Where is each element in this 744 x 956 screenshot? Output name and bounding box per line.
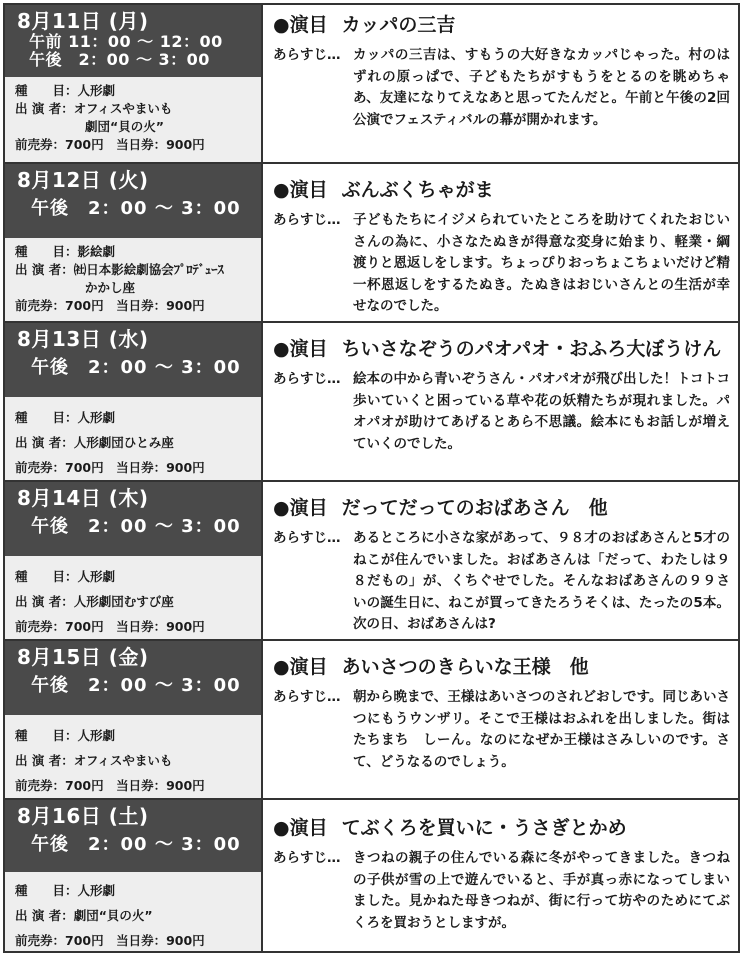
price-line: 前売券：700円 当日券：900円 (15, 933, 205, 948)
program-title: てぶくろを買いに・うさぎとかめ (341, 817, 627, 839)
price-line: 前売券：700円 当日券：900円 (15, 298, 205, 313)
program-label: ●演目 (273, 656, 328, 678)
synopsis-text: 絵本の中から青いぞうさん・パオパオが飛び出した！トコトコ歩いていくと困っている草や花の妖精たちが現れました。パオパオが助けてあげるとあら不思議。絵本にもお話しが増えていくのでした。 (353, 371, 730, 452)
event-date: 8月14日 (木) (17, 486, 149, 510)
program-title-row (273, 11, 730, 39)
genre-line: 種 目：人形劇 (15, 410, 116, 425)
date-time-header (5, 164, 261, 238)
date-time-header (5, 482, 261, 556)
date-time-header (5, 800, 261, 872)
synopsis (273, 210, 730, 318)
date-time-header (5, 5, 261, 77)
program-label: ●演目 (273, 817, 328, 839)
synopsis-text: きつねの親子の住んでいる森に冬がやってきました。きつねの子供が雪の上で遊んでいると、手が真っ赤になってしまいました。見かねた母きつねが、街に行って坊やのためにてぶくろを買おうとしますが。 (353, 850, 730, 931)
event-block (3, 162, 740, 323)
event-block (3, 639, 740, 800)
event-details (5, 715, 261, 798)
event-date: 8月12日 (火) (17, 168, 149, 192)
cast-line: かかし座 (85, 280, 136, 295)
genre-line: 種 目：人形劇 (15, 728, 116, 743)
genre-line: 種 目：人形劇 (15, 883, 116, 898)
program-title-row (273, 176, 730, 204)
genre-line: 種 目：人形劇 (15, 569, 116, 584)
synopsis-text: 朝から晩まで、王様はあいさつのされどおしです。同じあいさつにもうウンザリ。そこで王様はおふれを出しました。街はたちまち しーん。なのになぜか王様はさみしいのです。さて、どうなるのでしょう。 (353, 689, 730, 770)
event-date: 8月13日 (水) (17, 327, 149, 351)
event-block (3, 3, 740, 164)
event-block (3, 480, 740, 641)
event-info-column (5, 164, 263, 321)
synopsis (273, 848, 730, 934)
event-info-column (5, 641, 263, 798)
synopsis-label: あらすじ… (273, 850, 341, 866)
program-title-row (273, 814, 730, 842)
event-info-column (5, 5, 263, 162)
program-label: ●演目 (273, 338, 328, 360)
price-line: 前売券：700円 当日券：900円 (15, 137, 205, 152)
event-details (5, 77, 261, 162)
event-details (5, 238, 261, 321)
date-time-header (5, 641, 261, 715)
event-date: 8月15日 (金) (17, 645, 149, 669)
event-time: 午前 11：00 ～ 12：00 (29, 32, 223, 51)
event-date: 8月11日 (月) (17, 9, 149, 33)
event-details (5, 872, 261, 951)
cast-line: 出 演 者：人形劇団むすび座 (15, 594, 174, 609)
event-time: 午後 2：00 ～ 3：00 (31, 834, 241, 855)
cast-line: 出 演 者：オフィスやまいも (15, 101, 173, 116)
synopsis-label: あらすじ… (273, 530, 341, 546)
program-title-row (273, 494, 730, 522)
program-column (263, 482, 738, 639)
cast-line: 出 演 者：人形劇団ひとみ座 (15, 435, 174, 450)
program-title-row (273, 335, 730, 363)
program-title: ぶんぶくちゃがま (341, 179, 494, 201)
event-details (5, 556, 261, 639)
price-line: 前売券：700円 当日券：900円 (15, 619, 205, 634)
program-column (263, 641, 738, 798)
synopsis (273, 528, 730, 636)
event-block (3, 798, 740, 953)
program-label: ●演目 (273, 14, 328, 36)
synopsis (273, 369, 730, 455)
event-time: 午後 2：00 ～ 3：00 (31, 675, 241, 696)
cast-line: 出 演 者：オフィスやまいも (15, 753, 173, 768)
event-block (3, 321, 740, 482)
synopsis-text: カッパの三吉は、すもうの大好きなカッパじゃった。村のはずれの原っぱで、子どもたちがすもうをとるのを眺めちゃあ、友達になりてえなあと思ってたんだと。午前と午後の2回公演でフェスティバルの幕が開かれます。 (353, 47, 730, 128)
genre-line: 種 目：影絵劇 (15, 244, 116, 259)
synopsis-label: あらすじ… (273, 47, 341, 63)
event-time: 午後 2：00 ～ 3：00 (29, 50, 210, 69)
synopsis-label: あらすじ… (273, 689, 341, 705)
date-time-header (5, 323, 261, 397)
synopsis-text: 子どもたちにイジメられていたところを助けてくれたおじいさんの為に、小さなたぬきが得意な変身に始まり、軽業・綱渡りと恩返しをします。ちょっぴりおっちょこちょいだけど精一杯恩返しをするたぬき。たぬきはおじいさんとの生活が幸せなのでした。 (353, 212, 730, 314)
program-title: カッパの三吉 (341, 14, 456, 36)
program-label: ●演目 (273, 497, 328, 519)
event-info-column (5, 482, 263, 639)
price-line: 前売券：700円 当日券：900円 (15, 778, 205, 793)
program-title-row (273, 653, 730, 681)
program-title: あいさつのきらいな王様 他 (341, 656, 589, 678)
event-details (5, 397, 261, 480)
cast-line: 出 演 者：劇団“貝の火” (15, 908, 153, 923)
program-title: だってだってのおばあさん 他 (341, 497, 608, 519)
synopsis (273, 45, 730, 131)
program-column (263, 5, 738, 162)
price-line: 前売券：700円 当日券：900円 (15, 460, 205, 475)
event-time: 午後 2：00 ～ 3：00 (31, 516, 241, 537)
program-column (263, 323, 738, 480)
synopsis-label: あらすじ… (273, 371, 341, 387)
cast-line: 劇団“貝の火” (85, 119, 164, 134)
program-column (263, 164, 738, 321)
synopsis-text: あるところに小さな家があって、９８才のおばあさんと5才のねこが住んでいました。おばあさんは「だって、わたしは９８だもの」が、くちぐせでした。そんなおばあさんの９９さいの誕生日に、ねこが買ってきたろうそくは、たったの5本。次の日、おばあさんは? (353, 530, 730, 632)
synopsis (273, 687, 730, 773)
synopsis-label: あらすじ… (273, 212, 341, 228)
program-title: ちいさなぞうのパオパオ・おふろ大ぼうけん (341, 338, 722, 360)
program-column (263, 800, 738, 951)
cast-line: 出 演 者：㈳日本影絵劇協会ﾌﾟﾛﾃﾞｭｰｽ (15, 262, 224, 277)
event-date: 8月16日 (土) (17, 804, 149, 828)
genre-line: 種 目：人形劇 (15, 83, 116, 98)
event-time: 午後 2：00 ～ 3：00 (31, 198, 241, 219)
event-info-column (5, 800, 263, 951)
event-info-column (5, 323, 263, 480)
program-label: ●演目 (273, 179, 328, 201)
event-time: 午後 2：00 ～ 3：00 (31, 357, 241, 378)
